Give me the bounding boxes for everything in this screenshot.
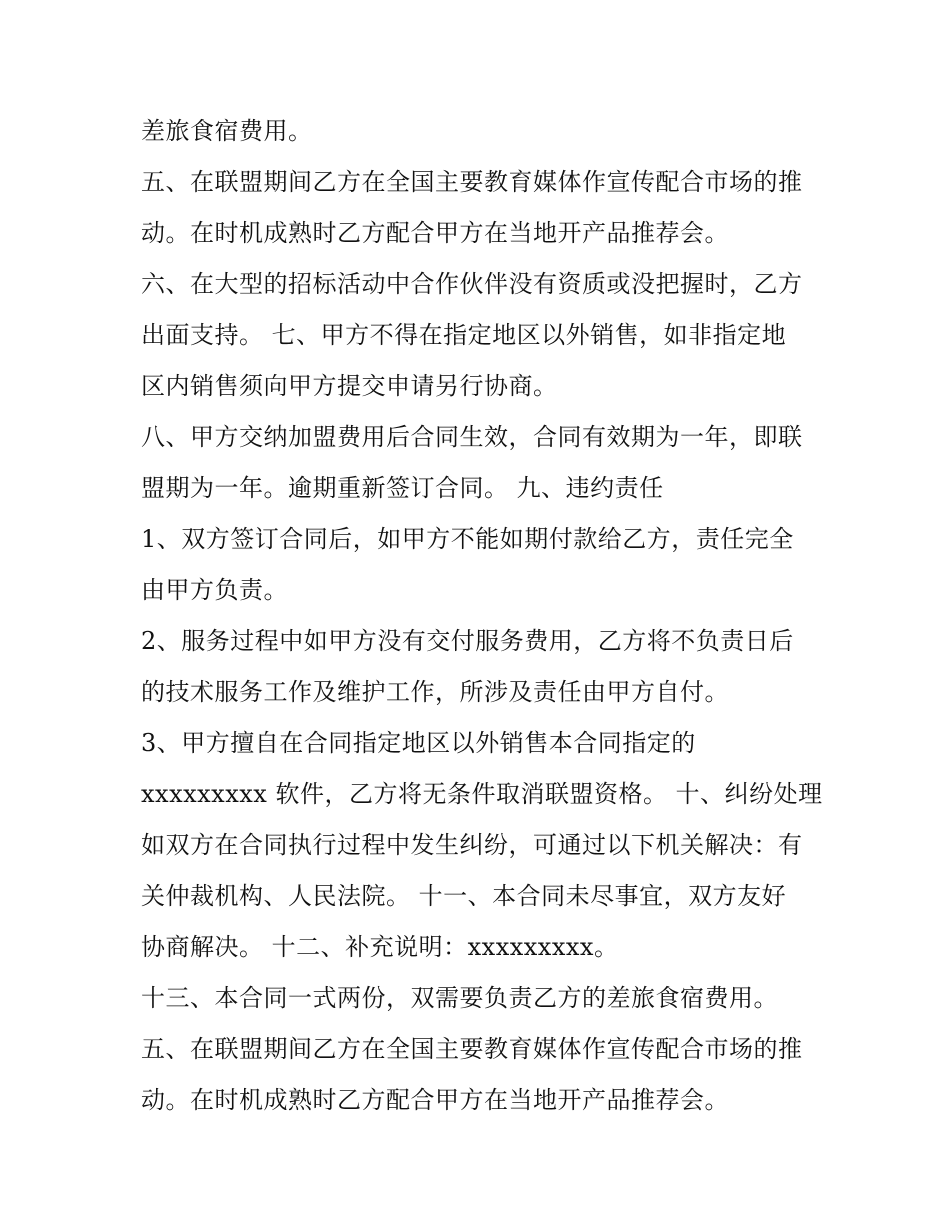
contract-text-body <box>141 106 831 1126</box>
text-line: xxxxxxxxx 软件，乙方将无条件取消联盟资格。 十、纠纷处理 <box>141 780 823 808</box>
text-line: 2、服务过程中如甲方没有交付服务费用，乙方将不负责日后 <box>141 627 794 655</box>
text-line: 3、甲方擅自在合同指定地区以外销售本合同指定的 <box>141 729 696 757</box>
text-line: 1、双方签订合同后，如甲方不能如期付款给乙方，责任完全 <box>141 525 794 553</box>
text-line: 五、在联盟期间乙方在全国主要教育媒体作宣传配合市场的推 <box>141 1035 803 1063</box>
text-line: 十三、本合同一式两份，双需要负责乙方的差旅食宿费用。 <box>141 984 778 1012</box>
text-line: 关仲裁机构、人民法院。 十一、本合同未尽事宜，双方友好 <box>141 882 787 910</box>
text-line: 盟期为一年。逾期重新签订合同。 九、违约责任 <box>141 474 664 502</box>
text-line: 差旅食宿费用。 <box>141 117 313 145</box>
text-line: 八、甲方交纳加盟费用后合同生效，合同有效期为一年，即联 <box>141 423 803 451</box>
text-line: 如双方在合同执行过程中发生纠纷，可通过以下机关解决：有 <box>141 831 803 859</box>
text-line: 五、在联盟期间乙方在全国主要教育媒体作宣传配合市场的推 <box>141 168 803 196</box>
text-line: 动。在时机成熟时乙方配合甲方在当地开产品推荐会。 <box>141 1086 729 1114</box>
text-line: 出面支持。 七、甲方不得在指定地区以外销售，如非指定地 <box>141 321 787 349</box>
text-line: 动。在时机成熟时乙方配合甲方在当地开产品推荐会。 <box>141 219 729 247</box>
text-line: 的技术服务工作及维护工作，所涉及责任由甲方自付。 <box>141 678 729 706</box>
text-line: 区内销售须向甲方提交申请另行协商。 <box>141 372 558 400</box>
text-line: 六、在大型的招标活动中合作伙伴没有资质或没把握时，乙方 <box>141 270 803 298</box>
text-line: 由甲方负责。 <box>141 576 288 604</box>
text-line: 协商解决。 十二、补充说明：xxxxxxxxx。 <box>141 933 619 961</box>
